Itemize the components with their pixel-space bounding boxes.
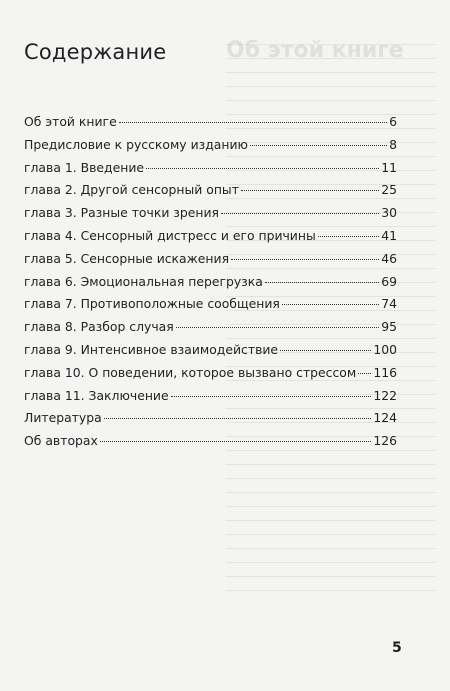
toc-entry-page: 46: [381, 250, 397, 266]
dot-leader: [282, 304, 379, 305]
dot-leader: [119, 122, 387, 123]
toc-entry-page: 11: [381, 159, 397, 175]
toc-entry-label: Предисловие к русскому изданию: [24, 136, 248, 152]
toc-entry-label: глава 9. Интенсивное взаимодействие: [24, 341, 279, 357]
toc-entry-label: глава 6. Эмоциональная перегрузка: [24, 273, 263, 289]
toc-entry-label: глава 7. Противоположные сообщения: [24, 296, 280, 312]
toc-entry-label: Литература: [24, 410, 102, 426]
toc-entry: [24, 137, 397, 160]
toc-entry-page: 74: [381, 296, 397, 312]
toc-entry-label: глава 5. Сенсорные искажения: [24, 250, 230, 266]
dot-leader: [265, 282, 379, 283]
toc-entry-page: 122: [373, 387, 397, 403]
toc-entry: [24, 388, 397, 411]
toc-entry-page: 30: [381, 205, 397, 221]
dot-leader: [221, 213, 379, 214]
toc-entry-page: 100: [373, 341, 397, 357]
toc-entry-page: 69: [381, 273, 397, 289]
toc-entry-page: 41: [381, 227, 397, 243]
dot-leader: [318, 236, 379, 237]
toc-entry-page: 116: [373, 364, 397, 380]
dot-leader: [171, 396, 372, 397]
toc-entry: [24, 410, 397, 433]
dot-leader: [231, 259, 379, 260]
toc-entry: [24, 182, 397, 205]
toc-entry: [24, 319, 397, 342]
page-title: Содержание: [24, 40, 167, 64]
toc-entry-page: 8: [389, 136, 397, 152]
toc-entry-label: глава 8. Разбор случая: [24, 319, 174, 335]
toc-entry: [24, 251, 397, 274]
toc-entry-page: 95: [381, 319, 397, 335]
toc-entry-page: 126: [373, 433, 397, 449]
toc-entry-label: глава 4. Сенсорный дистресс и его причины: [24, 227, 316, 243]
toc-entry-page: 25: [381, 182, 397, 198]
page-number: 5: [392, 640, 402, 656]
table-of-contents: [24, 114, 397, 456]
dot-leader: [146, 168, 379, 169]
toc-entry: [24, 342, 397, 365]
toc-entry: [24, 274, 397, 297]
toc-entry-label: глава 10. О поведении, которое вызвано стрессом: [24, 364, 357, 380]
toc-entry-page: 124: [373, 410, 397, 426]
toc-entry: [24, 205, 397, 228]
dot-leader: [104, 418, 372, 419]
toc-entry-label: глава 11. Заключение: [24, 387, 169, 403]
toc-entry-label: глава 3. Разные точки зрения: [24, 205, 219, 221]
toc-entry: [24, 433, 397, 456]
toc-entry-page: 6: [389, 114, 397, 129]
dot-leader: [100, 441, 372, 442]
bleed-through-heading: Об этой книге: [226, 38, 404, 63]
toc-entry-label: Об этой книге: [24, 114, 117, 129]
toc-entry: [24, 365, 397, 388]
toc-entry: [24, 228, 397, 251]
toc-entry-label: глава 2. Другой сенсорный опыт: [24, 182, 239, 198]
toc-entry: [24, 296, 397, 319]
dot-leader: [241, 190, 379, 191]
toc-entry: [24, 160, 397, 183]
toc-entry-label: Об авторах: [24, 433, 98, 449]
dot-leader: [176, 327, 379, 328]
toc-entry-label: глава 1. Введение: [24, 159, 145, 175]
dot-leader: [280, 350, 371, 351]
dot-leader: [358, 373, 371, 374]
toc-entry: [24, 114, 397, 137]
dot-leader: [250, 145, 387, 146]
